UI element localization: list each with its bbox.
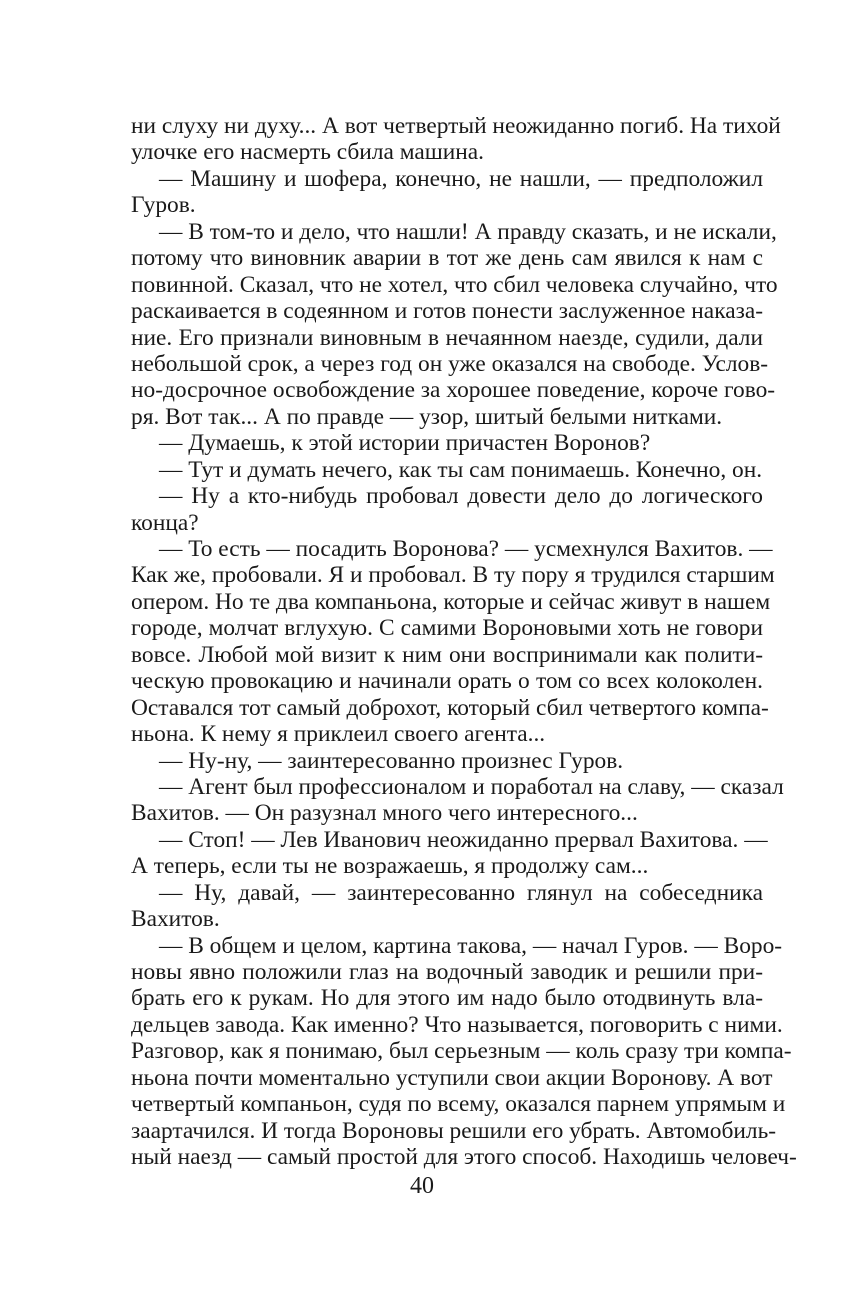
body-text xyxy=(131,113,797,1171)
text-line: опером. Но те два компаньона, которые и сейчас живут в нашем xyxy=(131,588,771,615)
text-line: конца? xyxy=(131,509,199,536)
page-number: 40 xyxy=(410,1173,434,1199)
text-line: — В том-то и дело, что нашли! А правду сказать, и не искали, xyxy=(159,218,777,245)
text-line: — То есть — посадить Воронова? — усмехнулся Вахитов. — xyxy=(159,536,773,562)
text-line: ря. Вот так... А по правде — узор, шитый белыми нитками. xyxy=(131,403,723,430)
text-line: Как же, пробовали. Я и пробовал. В ту пору я трудился старшим xyxy=(131,562,775,589)
text-line: Вахитов. — Он разузнал много чего интересного... xyxy=(131,800,638,827)
text-line: четвертый компаньон, судя по всему, оказался парнем упрямым и xyxy=(131,1091,786,1118)
text-line: ческую провокацию и начинали орать о том со всех колоколен. xyxy=(131,668,763,695)
text-line: — В общем и целом, картина такова, — начал Гуров. — Воро- xyxy=(159,932,783,959)
text-line: ни слуху ни духу... А вот четвертый неожиданно погиб. На тихой xyxy=(131,113,781,139)
text-line: небольшой срок, а через год он уже оказался на свободе. Услов- xyxy=(131,350,769,377)
text-line: потому что виновник аварии в тот же день сам явился к нам с xyxy=(131,245,763,272)
text-line: новы явно положили глаз на водочный заводик и решили при- xyxy=(131,959,763,985)
text-line: — Думаешь, к этой истории причастен Воронов? xyxy=(159,430,651,457)
text-line: городе, молчат вглухую. С самими Вороновыми хоть не говори xyxy=(131,615,763,642)
text-line: дельцев завода. Как именно? Что называется, поговорить с ними. xyxy=(131,1011,783,1038)
text-line: — Ну, давай, — заинтересованно глянул на собеседника xyxy=(159,879,763,906)
text-line: повинной. Сказал, что не хотел, что сбил человека случайно, что xyxy=(131,271,778,298)
text-line: — Тут и думать нечего, как ты сам понимаешь. Конечно, он. xyxy=(159,456,763,483)
text-line: но-досрочное освобождение за хорошее поведение, короче гово- xyxy=(131,377,776,404)
text-line: раскаивается в содеянном и готов понести заслуженное наказа- xyxy=(131,298,763,325)
text-line: вовсе. Любой мой визит к ним они воспринимали как полити- xyxy=(131,641,763,668)
text-line: — Агент был профессионалом и поработал на славу, — сказал xyxy=(159,773,784,800)
text-line: брать его к рукам. Но для этого им надо было отодвинуть вла- xyxy=(131,985,763,1012)
text-line: А теперь, если ты не возражаешь, я продолжу сам... xyxy=(131,853,649,880)
text-line: — Машину и шофера, конечно, не нашли, — предположил xyxy=(159,165,763,192)
text-line: ньона. К нему я приклеил своего агента... xyxy=(131,721,546,748)
text-line: ный наезд — самый простой для этого способ. Находишь человеч- xyxy=(131,1144,797,1171)
text-line: улочке его насмерть сбила машина. xyxy=(131,139,485,166)
text-line: заартачился. И тогда Вороновы решили его убрать. Автомобиль- xyxy=(131,1117,777,1144)
text-line: ньона почти моментально уступили свои акции Воронову. А вот xyxy=(131,1064,773,1091)
text-line: Оставался тот самый доброхот, который сбил четвертого компа- xyxy=(131,694,769,721)
text-line: — Ну а кто-нибудь пробовал довести дело до логического xyxy=(159,483,763,510)
text-line: Вахитов. xyxy=(131,906,220,933)
text-line: Разговор, как я понимаю, был серьезным — коль сразу три компа- xyxy=(131,1038,792,1065)
text-line: — Ну-ну, — заинтересованно произнес Гуров. xyxy=(159,747,624,774)
text-line: ние. Его признали виновным в нечаянном наезде, судили, дали xyxy=(131,324,763,351)
text-line: Гуров. xyxy=(131,192,196,219)
text-line: — Стоп! — Лев Иванович неожиданно прервал Вахитова. — xyxy=(159,826,768,853)
